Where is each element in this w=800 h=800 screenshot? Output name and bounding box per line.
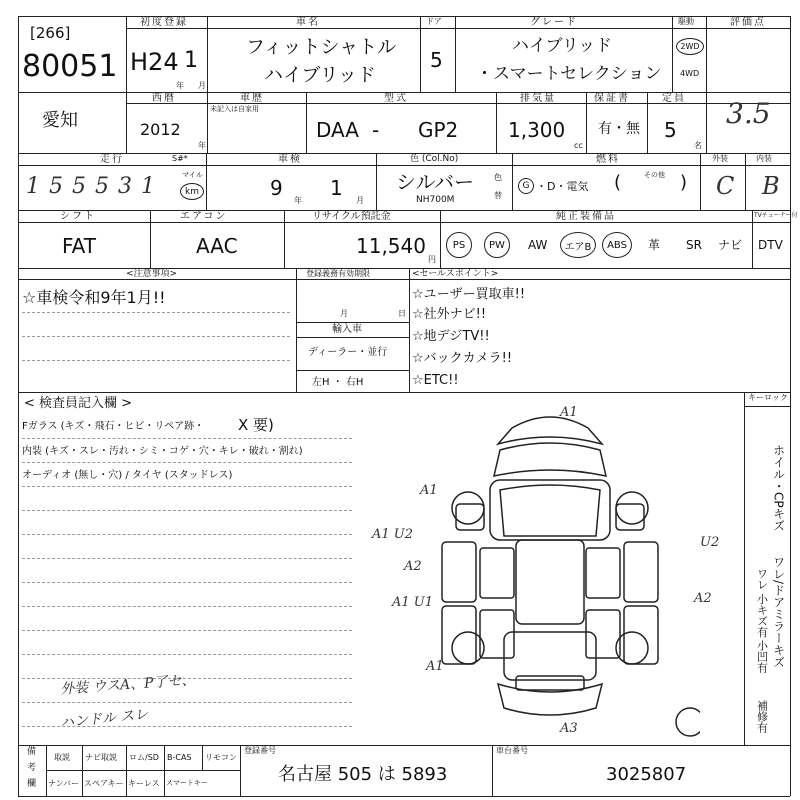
- car-damage-diagram: [400, 400, 700, 740]
- mark-fl-fender: A1: [420, 483, 438, 498]
- reg-period-label: 登録義務有効期限: [306, 269, 370, 278]
- mark-rl-door: A1 U1: [392, 595, 434, 610]
- score-value: 3.5: [726, 97, 771, 130]
- equip-sr: SR: [686, 238, 702, 252]
- seireki-label: 西暦: [152, 93, 176, 104]
- opt-bcas: B-CAS: [167, 753, 192, 762]
- equip-aw: AW: [528, 238, 548, 252]
- biko-1: 備: [27, 747, 37, 757]
- car-name-line1: フィットシャトル: [246, 36, 397, 58]
- interior-value: B: [762, 172, 780, 200]
- capacity-label: 定員: [662, 93, 686, 104]
- reg-tsuki: 月: [198, 81, 206, 90]
- side-note-5: 補修有: [755, 700, 769, 733]
- opt-spare-key: スペアキー: [84, 779, 124, 788]
- side-note-1: ホイル・CPキズ: [771, 444, 786, 532]
- side-note-3: ワレ 小キズ有: [755, 568, 769, 638]
- capacity-unit: 名: [694, 141, 702, 150]
- mileage-label: 走行: [100, 154, 124, 165]
- aircon-value: AAC: [196, 234, 238, 258]
- displacement-label: 排気量: [520, 93, 556, 104]
- mileage-km-circle: km: [180, 183, 204, 200]
- reg-period-hi: 日: [398, 309, 406, 318]
- equip-dtv: DTV: [758, 238, 783, 252]
- sales-point-5: ☆ETC!!: [412, 373, 459, 388]
- biko-3: 欄: [27, 779, 37, 789]
- grade-line1: ハイブリッド: [512, 36, 613, 56]
- drive-2wd-circle: 2WD: [676, 38, 704, 55]
- sales-point-3: ☆地デジTV!!: [412, 329, 490, 344]
- history-sub: 未記入は自家用: [210, 105, 259, 113]
- first-reg-label: 初度登録: [140, 17, 188, 28]
- doors-value: 5: [430, 48, 443, 72]
- recycle-label: リサイクル預託金: [312, 211, 391, 222]
- inspector-line1-mark: X 要): [238, 416, 274, 434]
- equip-navi: ナビ: [718, 238, 743, 252]
- shaken-label: 車検: [278, 154, 302, 165]
- mileage-unit-top: マイル: [182, 171, 203, 179]
- interior-label: 内装: [756, 154, 772, 163]
- plate-label: 登録番号: [244, 746, 276, 755]
- inspector-hand-note-1: 外装 ウスA、P了セ、: [59, 672, 196, 698]
- mark-rr-door: A2: [694, 591, 712, 606]
- inspector-line2: 内装 (キズ・スレ・汚れ・シミ・コゲ・穴・キレ・破れ・割れ): [22, 446, 303, 457]
- grade-label: グレード: [530, 17, 578, 28]
- notes-line1: ☆車検令和9年1月!!: [22, 288, 166, 307]
- opt-keyless: キーレス: [128, 779, 160, 788]
- opt-manual: 取説: [54, 753, 70, 762]
- displacement-value: 1,300: [508, 118, 566, 142]
- sales-point-2: ☆社外ナビ!!: [412, 307, 487, 322]
- doors-label: ドア: [426, 17, 442, 26]
- warranty-value: 有・無: [598, 121, 640, 137]
- color-code: NH700M: [416, 195, 455, 205]
- shift-value: FAT: [62, 234, 97, 258]
- opt-smart-key: スマートキー: [166, 779, 208, 787]
- inspector-line3: オーディオ (無し・穴) / タイヤ (スタッドレス): [22, 470, 233, 481]
- seireki-value: 2012: [140, 120, 181, 139]
- recycle-value: 11,540: [356, 234, 426, 258]
- region-value: 愛知: [42, 110, 78, 131]
- notes-label: <注意事項>: [126, 269, 178, 279]
- car-name-label: 車名: [296, 17, 320, 28]
- opt-rom-sd: ロム/SD: [129, 753, 159, 762]
- side-note-2: ワレ/ドアミラーキズ: [771, 556, 786, 669]
- shaken-year: 9: [270, 176, 283, 200]
- model-value: GP2: [418, 118, 459, 142]
- mark-fl-door-2: A2: [404, 559, 422, 574]
- fuel-other: その他: [644, 171, 665, 179]
- drive-4wd: 4WD: [680, 69, 700, 78]
- car-name-line2: ハイブリッド: [264, 64, 376, 86]
- mark-front: A1: [560, 405, 578, 420]
- equip-leather: 革: [648, 238, 661, 252]
- warranty-label: 保証書: [594, 93, 630, 104]
- side-note-4: 小凹有: [755, 640, 769, 673]
- color-label: 色 (Col.No): [410, 154, 459, 164]
- score-label: 評価点: [730, 17, 766, 28]
- fuel-paren-open: (: [614, 172, 622, 193]
- mileage-value: 155531: [26, 174, 164, 199]
- biko-2: 考: [27, 763, 37, 773]
- opt-remote: リモコン: [205, 753, 237, 762]
- inspector-label: < 検査員記入欄 >: [24, 396, 133, 411]
- inspector-line1: Fガラス (キズ・飛石・ヒビ・リペア跡・: [22, 421, 205, 432]
- mark-fl-door: A1 U2: [372, 527, 414, 542]
- fuel-options: ・D・電気: [536, 180, 589, 193]
- keylock-label: キーロック: [748, 393, 788, 402]
- color-kae: 替: [494, 191, 502, 200]
- plate-number: 名古屋 505 は 5893: [278, 764, 448, 785]
- shaken-nen: 年: [294, 196, 302, 205]
- seireki-nen: 年: [198, 141, 206, 150]
- aircon-label: エアコン: [180, 211, 228, 222]
- grade-line2: ・スマートセレクション: [476, 64, 662, 84]
- exterior-value: C: [716, 172, 735, 200]
- equip-abs: ABS: [602, 232, 632, 258]
- reg-nen: 年: [176, 81, 184, 90]
- color-iro: 色: [494, 173, 502, 182]
- mark-rl-quarter: A1: [426, 659, 444, 674]
- s-flag-label: S#*: [172, 154, 188, 163]
- fuel-gas-circle: G: [518, 178, 534, 194]
- sales-point-4: ☆バックカメラ!!: [412, 351, 513, 366]
- shift-label: シフト: [60, 211, 96, 222]
- drive-label: 駆動: [678, 17, 694, 26]
- import-label: 輸入車: [332, 324, 362, 335]
- shaken-month: 1: [330, 176, 343, 200]
- opt-navi-manual: ナビ取説: [85, 753, 117, 762]
- color-value: シルバー: [396, 170, 475, 194]
- handle-side: 左H ・ 右H: [312, 377, 364, 388]
- recycle-unit: 円: [428, 255, 436, 264]
- mark-rear: A3: [560, 721, 578, 736]
- lot-number: [266]: [30, 24, 71, 42]
- inspector-hand-note-2: ハンドル スレ: [59, 706, 150, 732]
- sales-point-1: ☆ユーザー買取車!!: [412, 287, 526, 302]
- reg-year: H24: [130, 48, 179, 76]
- auction-number: 80051: [22, 49, 118, 84]
- import-value: ディーラー・並行: [308, 347, 388, 358]
- reg-period-tsuki: 月: [340, 309, 348, 318]
- shaken-tsuki: 月: [356, 196, 364, 205]
- tuner-label: TVチューナー付: [754, 212, 798, 219]
- equip-ps: PS: [446, 232, 472, 258]
- fuel-label: 燃料: [596, 154, 620, 165]
- history-label: 車歴: [240, 93, 264, 104]
- equipment-label: 純正装備品: [556, 211, 616, 222]
- exterior-label: 外装: [712, 154, 728, 163]
- model-prefix: DAA: [316, 118, 359, 142]
- mark-fr-door: U2: [700, 535, 720, 550]
- sales-points-label: <セールスポイント>: [412, 269, 499, 279]
- model-dash: -: [372, 118, 380, 142]
- opt-number: ナンバー: [48, 779, 80, 788]
- reg-month: 1: [184, 48, 198, 73]
- chassis-number: 3025807: [606, 764, 687, 785]
- equip-pw: PW: [484, 232, 510, 258]
- chassis-label: 車台番号: [496, 746, 528, 755]
- equip-airbag: エアB: [560, 232, 596, 258]
- model-label: 型式: [384, 93, 408, 104]
- displacement-unit: cc: [574, 141, 583, 150]
- fuel-paren-close: ): [680, 172, 688, 193]
- capacity-value: 5: [664, 118, 677, 142]
